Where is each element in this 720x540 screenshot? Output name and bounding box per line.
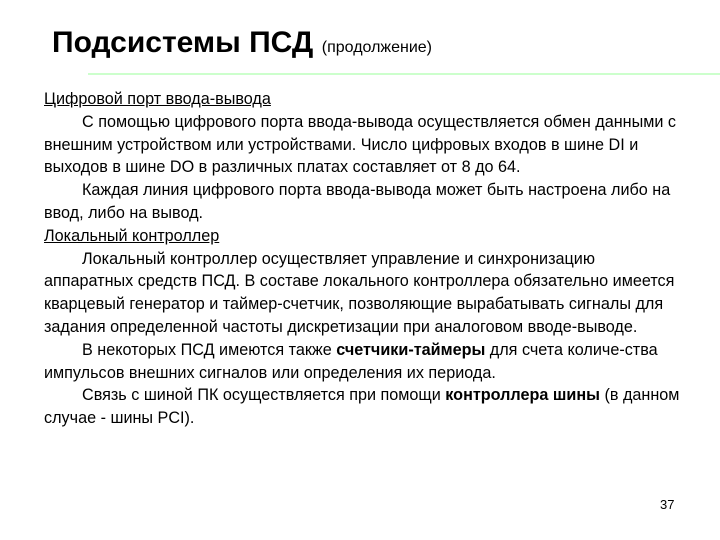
text-counters-before: В некоторых ПСД имеются также (82, 340, 337, 359)
text-bus-before: Связь с шиной ПК осуществляется при помощи (82, 386, 446, 405)
heading-local-controller: Локальный контроллер (44, 226, 220, 245)
text-counters-after: для счета количе-ства импульсов внешних сигналов или определения их периода. (44, 340, 658, 382)
slide-title (52, 26, 432, 60)
title-divider (88, 73, 720, 75)
paragraph-digital-port-2: Каждая линия цифрового порта ввода-вывода может быть настроена либо на ввод, либо на вывод. (44, 181, 671, 222)
term-counter-timers: счетчики-таймеры (336, 340, 486, 359)
title-main: Подсистемы ПСД (52, 26, 314, 59)
paragraph-local-controller-3 (44, 384, 684, 430)
heading-digital-port: Цифровой порт ввода-вывода (44, 90, 271, 108)
paragraph-digital-port-1: С помощью цифрового порта ввода-вывода осуществляется обмен данными с внешним устройством или устройствами. Число цифровых входов в шине DI и выходов в шине DO в различных платах составляет от 8 до 64. (44, 112, 677, 177)
title-subtitle: (продолжение) (321, 39, 433, 56)
paragraph-local-controller-1: Локальный контроллер осуществляет управление и синхронизацию аппаратных средств ПСД. В составе локального контроллера обязательно имеется кварцевый генератор и таймер-счетчик, позволяющие вырабатывать сигналы для задания определенной частоты дискретизации при аналоговом вводе-выводе. (44, 249, 675, 336)
slide-body (44, 88, 684, 430)
page-number: 37 (660, 497, 675, 512)
text-bus-after: (в данном случае - шины PCI). (44, 386, 680, 428)
paragraph-local-controller-2 (44, 339, 684, 385)
term-bus-controller: контроллера шины (445, 386, 600, 405)
